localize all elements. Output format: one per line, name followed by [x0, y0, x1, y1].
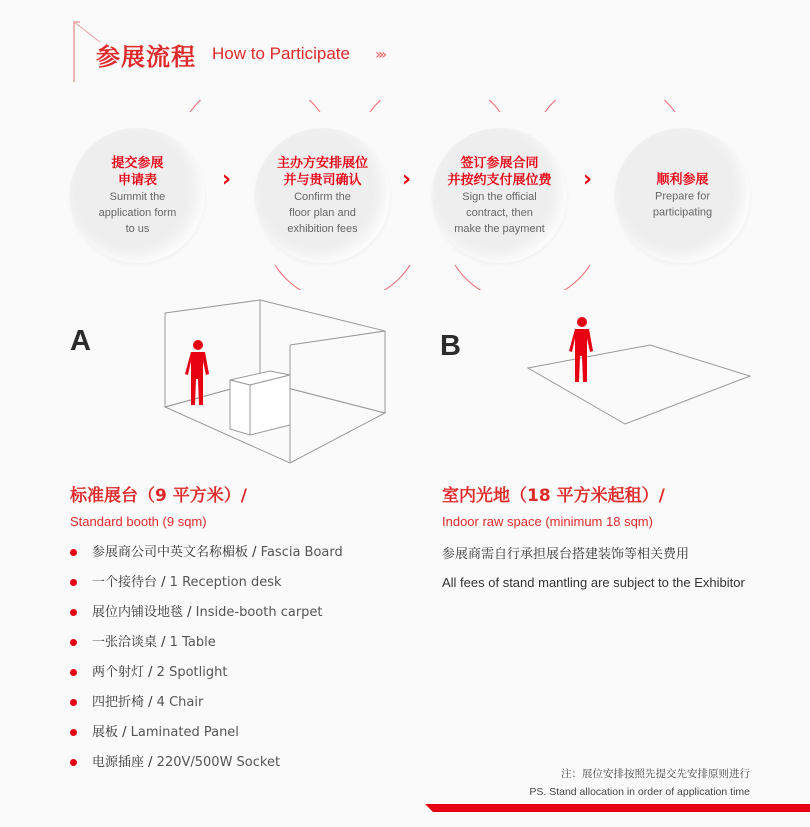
- step-3-desc: make the payment: [454, 222, 545, 235]
- page-title-en: How to Participate: [212, 44, 350, 63]
- step-1-desc: Summit the: [109, 190, 166, 203]
- step-2-title: 主办方安排展位: [276, 155, 368, 171]
- bullet-icon: [70, 609, 77, 616]
- list-item: 参展商公司中英文名称楣板 / Fascia Board: [70, 540, 343, 570]
- double-chevron-icon: »»: [375, 47, 382, 63]
- footnote-cn: 注：展位安排按照先提交先安排原则进行: [561, 768, 750, 780]
- step-2-desc: exhibition fees: [287, 222, 358, 235]
- step-1-title: 提交参展: [111, 155, 164, 171]
- person-icon: [569, 317, 593, 382]
- section-b-title: 室内光地（18 平方米起租）/: [442, 486, 665, 506]
- list-item: 两个射灯 / 2 Spotlight: [70, 660, 343, 690]
- step-1-desc: application form: [98, 206, 177, 219]
- list-item: 展位内铺设地毯 / Inside-booth carpet: [70, 600, 343, 630]
- list-item: 展板 / Laminated Panel: [70, 720, 343, 750]
- step-3-title-2: 并按约支付展位费: [447, 172, 552, 188]
- section-b-text-cn: 参展商需自行承担展台搭建装饰等相关费用: [442, 547, 690, 562]
- step-3-desc: contract, then: [466, 206, 533, 219]
- step-4-desc: participating: [652, 206, 713, 218]
- bullet-icon: [70, 639, 77, 646]
- section-b-subtitle: Indoor raw space (minimum 18 sqm): [442, 514, 653, 529]
- raw-space-illustration: [525, 310, 755, 430]
- chevron-right-icon: ›: [583, 167, 593, 192]
- chevron-right-icon: ›: [222, 167, 232, 192]
- step-3-title: 签订参展合同: [460, 155, 539, 171]
- bullet-icon: [70, 699, 77, 706]
- step-1-desc: to us: [125, 222, 150, 235]
- step-3-desc: Sign the official: [462, 190, 537, 203]
- list-item: 一张洽谈桌 / 1 Table: [70, 630, 343, 660]
- page-title-cn: 参展流程: [96, 43, 196, 71]
- bullet-icon: [70, 729, 77, 736]
- step-2-circle: [255, 128, 390, 263]
- step-2-title-2: 并与贵司确认: [283, 172, 362, 188]
- step-2-desc: floor plan and: [289, 206, 356, 219]
- section-a-subtitle: Standard booth (9 sqm): [70, 514, 207, 529]
- footnote-en: PS. Stand allocation in order of application time: [529, 786, 750, 798]
- section-b-text-en: All fees of stand mantling are subject to the Exhibitor: [442, 575, 745, 590]
- step-3-circle: [432, 128, 567, 263]
- footer-red-bar: [425, 802, 810, 814]
- bullet-icon: [70, 579, 77, 586]
- person-icon: [185, 340, 209, 405]
- step-4-desc: Prepare for: [654, 190, 711, 202]
- bullet-icon: [70, 759, 77, 766]
- step-1-title-2: 申请表: [117, 172, 157, 188]
- section-a-letter: A: [70, 325, 91, 357]
- list-item: 电源插座 / 220V/500W Socket: [70, 750, 343, 780]
- chevron-right-icon: ›: [402, 167, 412, 192]
- section-a-title: 标准展台（9 平方米）/: [70, 486, 247, 506]
- step-4-circle: [615, 128, 750, 263]
- standard-booth-illustration: [160, 295, 400, 470]
- bullet-icon: [70, 669, 77, 676]
- step-1-circle: [70, 128, 205, 263]
- list-item: 一个接待台 / 1 Reception desk: [70, 570, 343, 600]
- section-b-letter: B: [440, 330, 461, 362]
- list-item: 四把折椅 / 4 Chair: [70, 690, 343, 720]
- step-4-title: 顺利参展: [656, 172, 709, 187]
- bullet-icon: [70, 549, 77, 556]
- booth-features-list: [70, 540, 343, 780]
- step-2-desc: Confirm the: [294, 190, 351, 203]
